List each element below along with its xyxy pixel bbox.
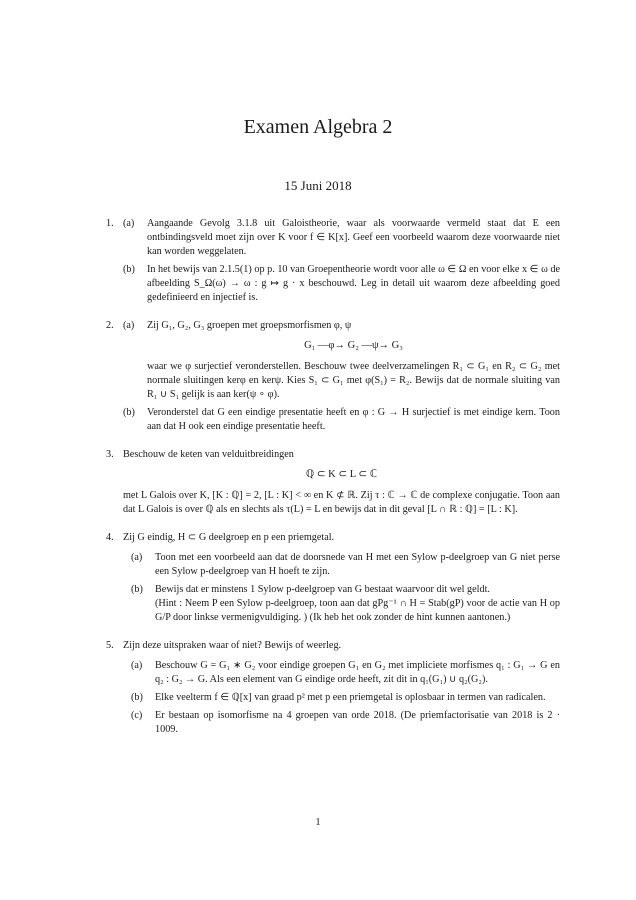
page-number: 1 bbox=[315, 817, 321, 828]
part-label: (a) bbox=[123, 320, 135, 331]
question-5 bbox=[106, 639, 560, 737]
question-5a bbox=[131, 659, 560, 687]
question-2a bbox=[123, 319, 560, 402]
question-number: 4. bbox=[106, 532, 114, 543]
question-2 bbox=[106, 319, 560, 434]
part-label: (a) bbox=[131, 660, 143, 671]
part-label: (b) bbox=[131, 692, 143, 703]
part-text: Beschouw G = G₁ ∗ G₂ voor eindige groepen G₁ en G₂ met impliciete morfismes q₁ : G₁ → G en q₂ : G₂ → G. Als een element van G eindige orde heeft, zit dit in q₁(G₁) ∪ q₂(G₂). bbox=[155, 660, 560, 685]
exam-title: Examen Algebra 2 bbox=[243, 116, 393, 138]
question-number: 3. bbox=[106, 449, 114, 460]
questions-list bbox=[106, 217, 560, 751]
part-text: Zij G₁, G₂, G₃ groepen met groepsmorfismen φ, ψ bbox=[147, 320, 352, 331]
hint-text: (Hint : Neem P een Sylow p-deelgroep, toon aan dat gPg⁻¹ ∩ H = Stab(gP) voor de actie van H op G/P door linkse vermenigvuldiging. ) (Ik heb het ook zonder de hint kunnen aantonen.) bbox=[155, 598, 560, 623]
part-text: Veronderstel dat G een eindige presentatie heeft en φ : G → H surjectief is met eindige kern. Toon aan dat H ook een eindige presentatie heeft. bbox=[147, 407, 560, 432]
question-text: met L Galois over K, [K : ℚ] = 2, [L : K] < ∞ en K ⊄ ℝ. Zij τ : ℂ → ℂ de complexe conjugatie. Toon aan dat L Galois is over ℚ als en slechts als τ(L) = L en bewijs dat in dit geval [L ∩ ℝ : ℚ] = [L : K]. bbox=[123, 490, 560, 515]
question-4b bbox=[131, 583, 560, 625]
field-chain: ℚ ⊂ K ⊂ L ⊂ ℂ bbox=[305, 469, 378, 480]
question-3 bbox=[106, 448, 560, 517]
question-1a bbox=[123, 217, 560, 259]
part-text-continued: waar we φ surjectief veronderstellen. Beschouw twee deelverzamelingen R₁ ⊂ G₁ en R₂ ⊂ G₂ met normale sluitingen kerφ en kerψ. Kies S₁ ⊂ G₁ met φ(S₁) = R₂. Bewijs dat de normale sluiting van R₁ ∪ S₁ gelijk is aan ker(ψ ∘ φ). bbox=[147, 361, 560, 400]
question-number: 5. bbox=[106, 640, 114, 651]
question-number: 1. bbox=[106, 218, 114, 229]
part-label: (a) bbox=[123, 218, 135, 229]
part-label: (a) bbox=[131, 552, 143, 563]
part-text: Aangaande Gevolg 3.1.8 uit Galoistheorie, waar als voorwaarde vermeld staat dat E een ontbindingsveld moet zijn over K voor f ∈ K[x]. Geef een voorbeeld waarom deze voorwaarde niet kan worden weggelaten. bbox=[147, 218, 560, 257]
part-label: (b) bbox=[123, 264, 135, 275]
question-intro: Beschouw de keten van velduitbreidingen bbox=[123, 449, 294, 460]
question-1b bbox=[123, 263, 560, 305]
morphism-diagram: G₁ —φ→ G₂ —ψ→ G₃ bbox=[304, 340, 403, 351]
question-2b bbox=[123, 406, 560, 434]
part-text: Toon met een voorbeeld aan dat de doorsnede van H met een Sylow p-deelgroep van G niet perse een Sylow p-deelgroep van H hoeft te zijn. bbox=[155, 552, 560, 577]
part-text: Er bestaan op isomorfisme na 4 groepen van orde 2018. (De priemfactorisatie van 2018 is 2 · 1009. bbox=[155, 710, 560, 735]
part-text: Elke veelterm f ∈ ℚ[x] van graad p² met p een priemgetal is oplosbaar in termen van radicalen. bbox=[155, 692, 546, 703]
question-intro: Zij G eindig, H ⊂ G deelgroep en p een priemgetal. bbox=[123, 532, 335, 543]
question-4a bbox=[131, 551, 560, 579]
question-5c bbox=[131, 709, 560, 737]
part-label: (b) bbox=[123, 407, 135, 418]
question-1 bbox=[106, 217, 560, 305]
part-label: (c) bbox=[131, 710, 143, 721]
part-label: (b) bbox=[131, 584, 143, 595]
part-text: Bewijs dat er minstens 1 Sylow p-deelgroep van G bestaat waarvoor dit wel geldt. bbox=[155, 584, 490, 595]
question-5b bbox=[131, 691, 560, 705]
part-text: In het bewijs van 2.1.5(1) op p. 10 van Groepentheorie wordt voor alle ω ∈ Ω en voor elke x ∈ ω de afbeelding S_Ω(ω) → ω : g ↦ g · x beschouwd. Leg in detail uit waarom deze afbeelding goed gedefinieerd en injectief is. bbox=[147, 264, 560, 303]
question-number: 2. bbox=[106, 320, 114, 331]
exam-date: 15 Juni 2018 bbox=[284, 178, 352, 193]
question-intro: Zijn deze uitspraken waar of niet? Bewijs of weerleg. bbox=[123, 640, 342, 651]
question-4 bbox=[106, 531, 560, 625]
